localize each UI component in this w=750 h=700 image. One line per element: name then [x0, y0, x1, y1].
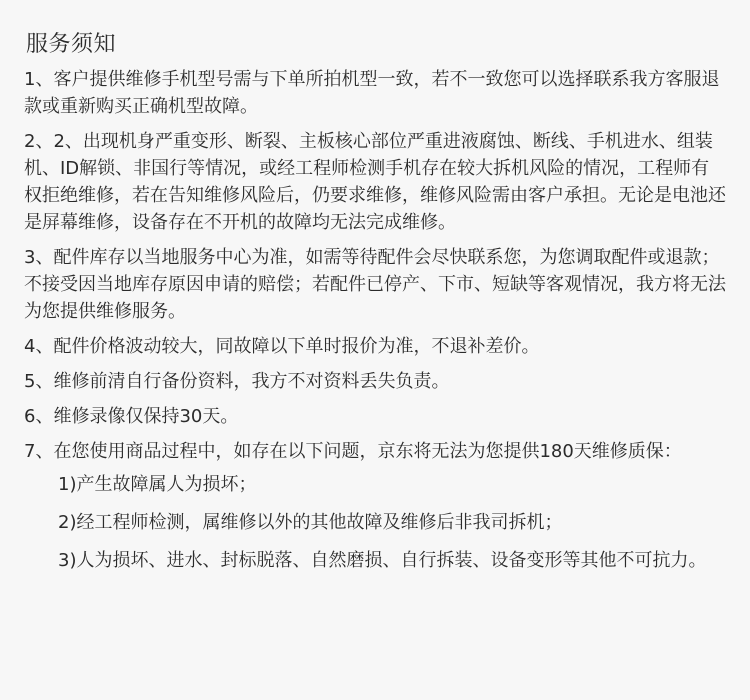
- notice-item-7: [24, 438, 726, 574]
- warranty-exclusion-list: [24, 471, 726, 574]
- notice-item-5: 5、维修前清自行备份资料，我方不对资料丢失负责。: [24, 371, 450, 392]
- warranty-exclusion-item-3: 3)人为损坏、进水、封标脱落、自然磨损、自行拆装、设备变形等其他不可抗力。: [58, 550, 707, 571]
- notice-item-6: 6、维修录像仅保持30天。: [24, 406, 239, 427]
- notice-list: [24, 66, 726, 574]
- notice-item-7-text: 7、在您使用商品过程中，如存在以下问题，京东将无法为您提供180天维修质保：: [24, 441, 682, 462]
- notice-item-2: 2、2、出现机身严重变形、断裂、主板核心部位严重进液腐蚀、断线、手机进水、组装机、ID解锁、非国行等情况，或经工程师检测手机存在较大拆机风险的情况，工程师有权拒绝维修，若在告知维修风险后，仍要求维修，维修风险需由客户承担。无论是电池还是屏幕维修，设备存在不开机的故障均无法完成维修。: [24, 131, 726, 233]
- warranty-exclusion-item-2: 2)经工程师检测，属维修以外的其他故障及维修后非我司拆机；: [58, 512, 563, 533]
- notice-item-3: 3、配件库存以当地服务中心为准，如需等待配件会尽快联系您，为您调取配件或退款；不接受因当地库存原因申请的赔偿；若配件已停产、下市、短缺等客观情况，我方将无法为您提供维修服务。: [24, 247, 726, 322]
- notice-item-4: 4、配件价格波动较大，同故障以下单时报价为准，不退补差价。: [24, 336, 540, 357]
- page-title: 服务须知: [26, 32, 117, 57]
- notice-item-1: 1、客户提供维修手机型号需与下单所拍机型一致，若不一致您可以选择联系我方客服退款或重新购买正确机型故障。: [24, 69, 720, 117]
- warranty-exclusion-item-1: 1)产生故障属人为损坏；: [58, 474, 257, 495]
